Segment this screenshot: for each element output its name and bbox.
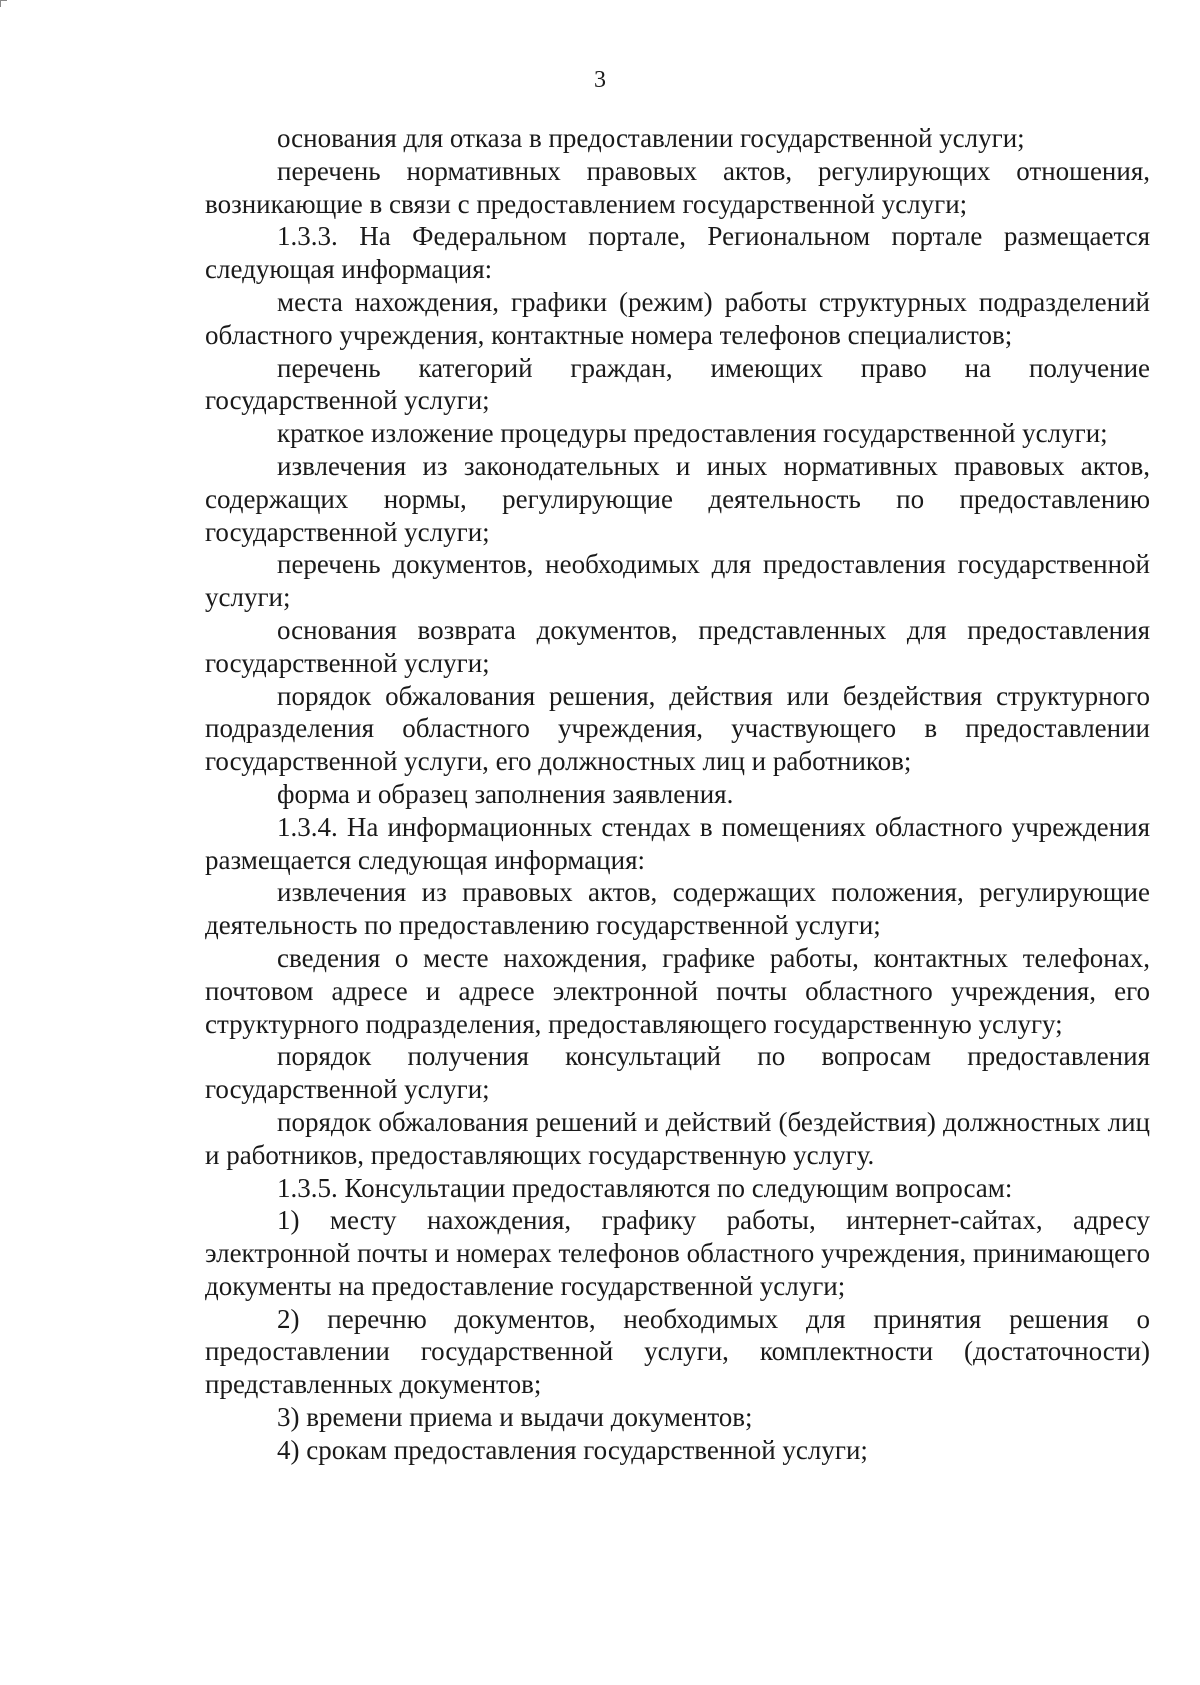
page-number: 3 <box>594 67 606 93</box>
paragraph: основания для отказа в предоставлении государственной услуги; <box>277 123 1025 153</box>
paragraph: 1.3.3. На Федеральном портале, Региональном портале размещается следующая информация: <box>205 221 1150 285</box>
paragraph: порядок получения консультаций по вопросам предоставления государственной услуги; <box>205 1041 1150 1105</box>
paragraph: 1.3.5. Консультации предоставляются по следующим вопросам: <box>277 1172 1013 1203</box>
paragraph: краткое изложение процедуры предоставления государственной услуги; <box>277 418 1108 449</box>
paragraph: места нахождения, графики (режим) работы структурных подразделений областного учреждения, контактные номера телефонов специалистов; <box>205 286 1150 350</box>
paragraph: перечень документов, необходимых для предоставления государственной услуги; <box>205 549 1150 613</box>
paragraph: 2) перечню документов, необходимых для принятия решения о предоставлении государственной услуги, комплектности (достаточности) представленных документов; <box>205 1303 1150 1400</box>
paragraph: извлечения из законодательных и иных нормативных правовых актов, содержащих нормы, регулирующие деятельность по предоставлению государственной услуги; <box>205 450 1150 547</box>
paragraph: порядок обжалования решений и действий (бездействия) должностных лиц и работников, предоставляющих государственную услугу. <box>205 1106 1150 1170</box>
paragraph: основания возврата документов, представленных для предоставления государственной услуги; <box>205 614 1150 678</box>
paragraph: 4) срокам предоставления государственной услуги; <box>277 1434 868 1465</box>
paragraph: 1) месту нахождения, графику работы, интернет-сайтах, адресу электронной почты и номерах телефонов областного учреждения, принимающего документы на предоставление государственной услуги; <box>205 1205 1150 1301</box>
paragraph: порядок обжалования решения, действия или бездействия структурного подразделения областного учреждения, участвующего в предоставлении государственной услуги, его должностных лиц и работников; <box>205 680 1150 777</box>
paragraph: перечень категорий граждан, имеющих право на получение государственной услуги; <box>205 352 1150 416</box>
paragraph: сведения о месте нахождения, графике работы, контактных телефонах, почтовом адресе и адресе электронной почты областного учреждения, его структурного подразделения, предоставляющего государственную услугу; <box>205 942 1150 1039</box>
scan-corner-mark <box>0 0 7 7</box>
paragraph: 1.3.4. На информационных стендах в помещениях областного учреждения размещается следующая информация: <box>205 811 1150 875</box>
paragraph: извлечения из правовых актов, содержащих положения, регулирующие деятельность по предоставлению государственной услуги; <box>205 877 1150 941</box>
document-body <box>205 122 1150 1467</box>
paragraph: форма и образец заполнения заявления. <box>277 778 734 809</box>
paragraph: перечень нормативных правовых актов, регулирующих отношения, возникающие в связи с предоставлением государственной услуги; <box>205 155 1150 219</box>
paragraph: 3) времени приема и выдачи документов; <box>277 1402 753 1433</box>
